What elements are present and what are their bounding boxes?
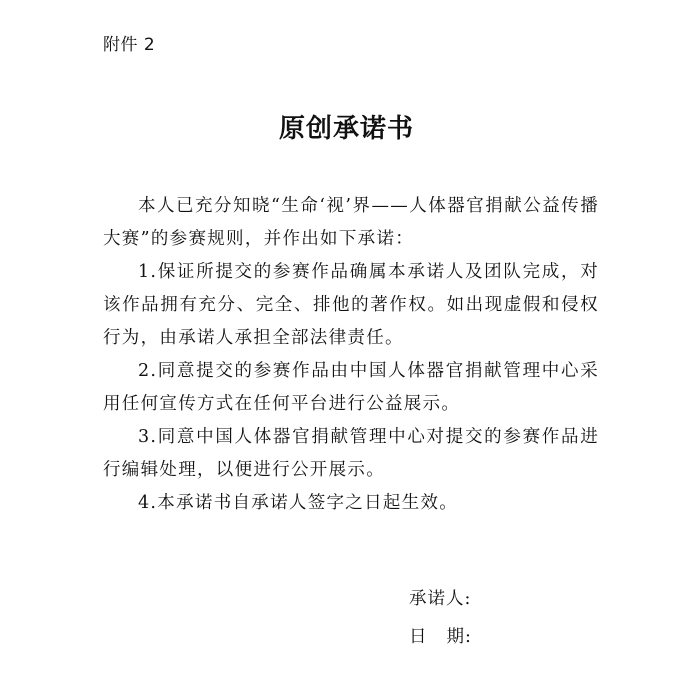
paragraph-item-4: 4.本承诺书自承诺人签字之日起生效。 xyxy=(138,493,459,513)
paragraph-intro: 本人已充分知晓“生命‘视’界——人体器官捐献公益传播大赛”的参赛规则，并作出如下承诺： xyxy=(103,196,599,249)
paragraph-item-2: 2.同意提交的参赛作品由中国人体器官捐献管理中心采用任何宣传方式在任何平台进行公益展示。 xyxy=(103,361,599,414)
paragraph-item-1: 1.保证所提交的参赛作品确属本承诺人及团队完成，对该作品拥有充分、完全、排他的著作权。如出现虚假和侵权行为，由承诺人承担全部法律责任。 xyxy=(103,262,599,348)
paragraph-item-3: 3.同意中国人体器官捐献管理中心对提交的参赛作品进行编辑处理，以便进行公开展示。 xyxy=(103,427,599,480)
document-body xyxy=(103,190,599,520)
document-title: 原创承诺书 xyxy=(278,114,414,144)
promisor-label: 承诺人: xyxy=(409,589,472,609)
date-line xyxy=(409,623,472,648)
attachment-label: 附件 2 xyxy=(103,35,156,55)
date-label-second: 期: xyxy=(446,627,472,647)
date-label-first: 日 xyxy=(409,627,447,647)
promisor-signature-line xyxy=(409,585,471,610)
